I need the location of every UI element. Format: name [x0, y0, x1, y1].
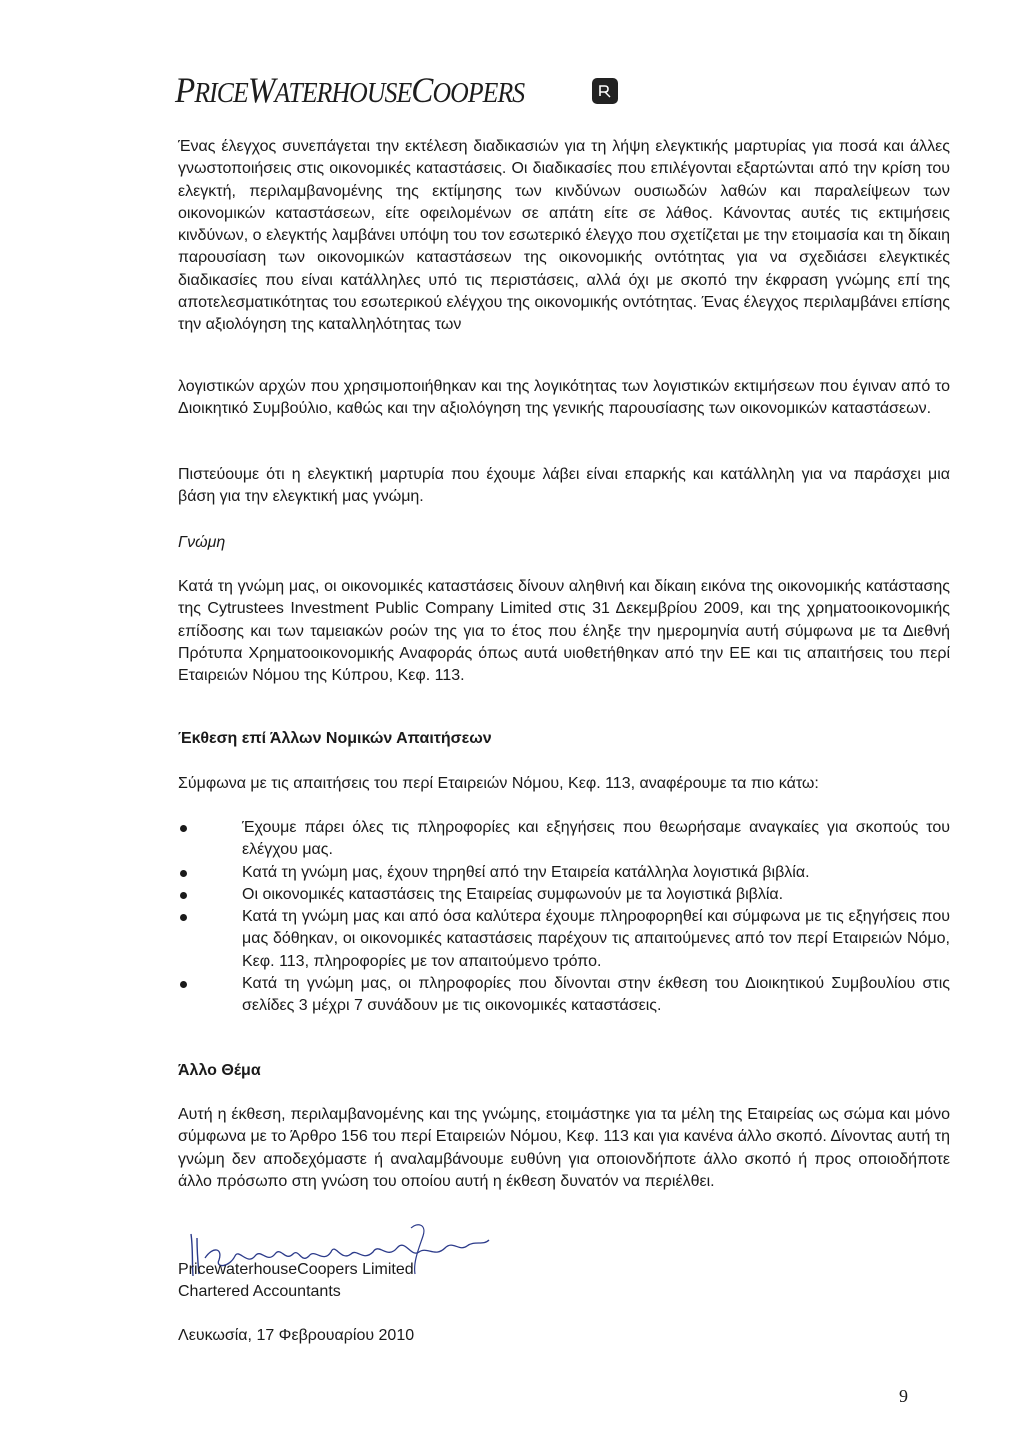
legal-intro-text: Σύμφωνα με τις απαιτήσεις του περί Εταιρειών Νόμου, Κεφ. 113, αναφέρουμε τα πιο κάτω:: [178, 775, 819, 792]
list-item-text: Κατά τη γνώμη μας, έχουν τηρηθεί από την Εταιρεία κατάλληλα λογιστικά βιβλία.: [242, 863, 810, 881]
page-number: 9: [899, 1386, 908, 1406]
bullet-icon: [180, 892, 187, 899]
other-matter-paragraph: [178, 1104, 950, 1193]
list-item-text: Κατά τη γνώμη μας και από όσα καλύτερα έχουμε πληροφορηθεί και σύμφωνα με τις εξηγήσεις που μας δόθηκαν, οι οικονομικές καταστάσεις παρέχουν τις απαιτούμενες από τον περί Εταιρειών Νόμο, Κεφ. 113, πληροφορίες με τον απαιτούμενο τρόπο.: [242, 908, 950, 970]
bullet-icon: [180, 981, 187, 988]
list-item-text: Οι οικονομικές καταστάσεις της Εταιρείας συμφωνούν με τα λογιστικά βιβλία.: [242, 885, 784, 903]
opinion-paragraph: [178, 576, 950, 687]
pwc-logo-wordmark: PRICEWATERHOUSECOOPERS: [175, 70, 525, 110]
accounting-policies-text: λογιστικών αρχών που χρησιμοποιήθηκαν και της λογικότητας των λογιστικών εκτιμήσεων που έγιναν από το Διοικητικό Συμβούλιο, καθώς και την αξιολόγηση της γενικής παρουσίασης των οικονομικών καταστάσεων.: [178, 378, 950, 418]
other-matter-heading: Άλλο Θέμα: [178, 1062, 261, 1079]
list-item: [178, 862, 950, 884]
list-item: [178, 906, 950, 973]
opinion-heading: Γνώμη: [178, 534, 226, 551]
legal-bullets: [178, 817, 950, 1018]
list-item: [178, 884, 950, 906]
accounting-policies-paragraph: [178, 376, 950, 421]
audit-scope-text: Ένας έλεγχος συνεπάγεται την εκτέλεση διαδικασιών για τη λήψη ελεγκτικής μαρτυρίας για ποσά και άλλες γνωστοποιήσεις στις οικονομικές καταστάσεις. Οι διαδικασίες που επιλέγονται εξαρτώνται από την κρίση του ελεγκτή, περιλαμβανομένης της εκτίμησης των κινδύνων ουσιωδών λαθών και παραλείψεων των οικονομικών καταστάσεων, είτε οφειλομένων σε απάτη είτε σε λάθος. Κάνοντας αυτές τις εκτιμήσεις κινδύνων, ο ελεγκτής λαμβάνει υπόψη του τον εσωτερικό έλεγχο που σχετίζεται με την ετοιμασία και τη δίκαιη παρουσίαση των οικονομικών καταστάσεων της οικονομικής οντότητας για να σχεδιάσει ελεγκτικές διαδικασίες που είναι κατάλληλες υπό τις περιστάσεις, αλλά όχι με σκοπό την έκφραση γνώμης επί της αποτελεσματικότητας του εσωτερικού ελέγχου της οικονομικής οντότητας. Ένας έλεγχος περιλαμβάνει επίσης την αξιολόγηση της καταλληλότητας των: [178, 138, 950, 334]
legal-requirements-heading: Έκθεση επί Άλλων Νομικών Απαιτήσεων: [178, 730, 492, 747]
other-matter-text: Αυτή η έκθεση, περιλαμβανομένης και της γνώμης, ετοιμάστηκε για τα μέλη της Εταιρείας ως σώμα και μόνο σύμφωνα με το Άρθρο 156 του περί Εταιρειών Νόμου, Κεφ. 113 και για κανένα άλλο σκοπό. Δίνοντας αυτή τη γνώμη δεν αποδεχόμαστε ή αναλαμβάνουμε ευθύνη για οποιονδήποτε άλλο σκοπό ή προς οποιοδήποτε άλλο πρόσωπο στη γνώση του οποίου αυτή η έκθεση δυνατόν να περιέλθει.: [178, 1106, 950, 1190]
legal-intro-paragraph: [178, 773, 950, 795]
list-item-text: Κατά τη γνώμη μας, οι πληροφορίες που δίνονται στην έκθεση του Διοικητικού Συμβουλίου στις σελίδες 3 μέχρι 7 συνάδουν με τις οικονομικές καταστάσεις.: [242, 975, 950, 1015]
list-item: [178, 973, 950, 1018]
signatory-title: Chartered Accountants: [178, 1283, 341, 1300]
list-item: [178, 817, 950, 862]
evidence-paragraph: [178, 464, 950, 509]
list-item-text: Έχουμε πάρει όλες τις πληροφορίες και εξηγήσεις που θεωρήσαμε αναγκαίες για σκοπούς του ελέγχου μας.: [242, 819, 950, 859]
pwc-logo-emblem: [592, 78, 618, 104]
place-and-date: Λευκωσία, 17 Φεβρουαρίου 2010: [178, 1327, 415, 1344]
bullet-icon: [180, 825, 187, 832]
evidence-text: Πιστεύουμε ότι η ελεγκτική μαρτυρία που έχουμε λάβει είναι επαρκής και κατάλληλη για να παράσχει μια βάση για την ελεγκτική μας γνώμη.: [178, 466, 950, 506]
pwc-logo: [175, 62, 555, 118]
pwc-emblem-icon: [596, 82, 614, 100]
bullet-icon: [180, 870, 187, 877]
bullet-icon: [180, 914, 187, 921]
audit-scope-paragraph: [178, 136, 950, 337]
opinion-text: Κατά τη γνώμη μας, οι οικονομικές καταστάσεις δίνουν αληθινή και δίκαιη εικόνα της οικονομικής κατάστασης της Cytrustees Investment Public Company Limited στις 31 Δεκεμβρίου 2009, και της χρηματοοικονομικής επίδοσης και των ταμειακών ροών της για το έτος που έληξε την ημερομηνία αυτή σύμφωνα με τα Διεθνή Πρότυπα Χρηματοοικονομικής Αναφοράς όπως αυτά υιοθετήθηκαν από την ΕΕ και τις απαιτήσεις του περί Εταιρειών Νόμου της Κύπρου, Κεφ. 113.: [178, 578, 950, 685]
signatory-firm: PricewaterhouseCoopers Limited: [178, 1261, 414, 1278]
